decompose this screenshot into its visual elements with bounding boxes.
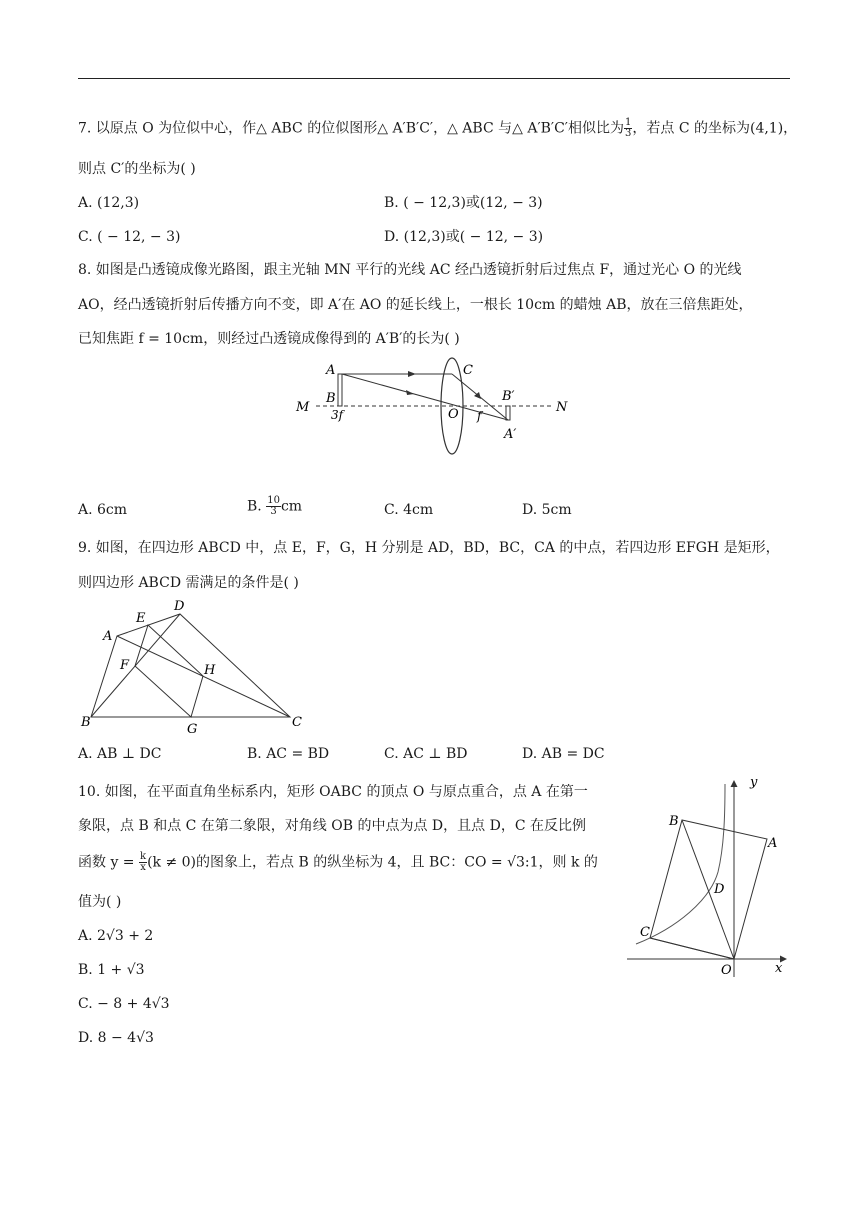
- q10-label-b: B: [669, 814, 679, 829]
- q10-fraction-denominator: x: [140, 862, 146, 873]
- q8-option-b-denominator: 3: [270, 506, 277, 517]
- q7-ratio-denominator: 3: [625, 128, 632, 139]
- q8-option-b-prefix: B.: [247, 498, 267, 515]
- q9-label-f: F: [120, 658, 130, 673]
- q10-line1: 10. 如图，在平面直角坐标系内，矩形 OABC 的顶点 O 与原点重合，点 A 在第一: [78, 784, 588, 800]
- q8-label-b: B: [326, 391, 336, 406]
- q7-line1-end: ，若点 C 的坐标为(4,1)，: [632, 120, 798, 137]
- q8-lens-figure: [286, 352, 586, 460]
- q8-label-o: O: [448, 407, 459, 422]
- q9-option-d[interactable]: D. AB = DC: [522, 746, 605, 762]
- q8-option-b-unit: cm: [280, 498, 303, 515]
- q9-option-b[interactable]: B. AC = BD: [247, 746, 330, 762]
- q10-line4: 值为( ): [78, 894, 122, 910]
- q7-line2: 则点 C′的坐标为( ): [78, 161, 196, 177]
- q10-label-a: A: [768, 836, 778, 851]
- q10-segment-co: [650, 938, 734, 959]
- q7-ratio-numerator: 1: [625, 117, 632, 128]
- q7-option-d[interactable]: D. (12,3)或( − 12, − 3): [384, 229, 544, 245]
- q8-candle-ab: [338, 374, 342, 406]
- q8-label-n: N: [556, 400, 568, 415]
- q8-option-b-numerator: 10: [267, 495, 280, 506]
- q9-label-a: A: [103, 629, 113, 644]
- q10-option-b[interactable]: B. 1 + √3: [78, 962, 145, 978]
- q7-option-c[interactable]: C. ( − 12, − 3): [78, 229, 181, 245]
- q10-hyperbola: [636, 784, 725, 944]
- q8-option-b-fraction: [266, 496, 281, 517]
- q8-label-f: f: [477, 409, 482, 423]
- q10-line3-start: 函数 y =: [78, 854, 139, 871]
- q8-option-a[interactable]: A. 6cm: [78, 502, 128, 518]
- q8-arrow-ac: [408, 371, 416, 377]
- q9-label-e: E: [136, 611, 146, 626]
- q9-line1: 9. 如图，在四边形 ABCD 中，点 E，F，G，H 分别是 AD，BD，BC，CA 的中点，若四边形 EFGH 是矩形，: [78, 540, 780, 556]
- q7-option-a[interactable]: A. (12,3): [78, 195, 140, 211]
- q10-y-axis-arrow: [731, 780, 738, 787]
- q8-line2: AO，经凸透镜折射后传播方向不变，即 A′在 AO 的延长线上，一根长 10cm 的蜡烛 AB，放在三倍焦距处，: [78, 297, 753, 313]
- q10-line3: [78, 852, 598, 873]
- q8-line3: 已知焦距 f = 10cm，则经过凸透镜成像得到的 A′B′的长为( ): [78, 331, 460, 347]
- header-rule: [78, 78, 790, 79]
- q9-label-b: B: [81, 715, 91, 730]
- q8-label-c: C: [463, 363, 473, 378]
- q10-option-a[interactable]: A. 2√3 + 2: [78, 928, 154, 944]
- q10-label-o: O: [721, 963, 732, 978]
- q9-quadrilateral-figure: [78, 596, 318, 738]
- q10-option-c[interactable]: C. − 8 + 4√3: [78, 996, 170, 1012]
- q10-label-c: C: [640, 925, 650, 940]
- q8-label-3f: 3f: [331, 408, 344, 422]
- q8-label-b-prime: B′: [502, 389, 515, 404]
- q7-line1-start: 7. 以原点 O 为位似中心，作△ ABC 的位似图形△ A′B′C′，△ ABC 与△ A′B′C′相似比为: [78, 120, 624, 137]
- q7-option-b[interactable]: B. ( − 12,3)或(12, − 3): [384, 195, 543, 211]
- q9-label-h: H: [204, 663, 216, 678]
- q8-label-a: A: [326, 363, 336, 378]
- q9-option-c[interactable]: C. AC ⊥ BD: [384, 746, 468, 762]
- q8-ray-ao: [342, 374, 508, 420]
- q10-fraction-numerator: k: [140, 851, 147, 862]
- q9-line2: 则四边形 ABCD 需满足的条件是( ): [78, 575, 299, 591]
- q8-option-c[interactable]: C. 4cm: [384, 502, 434, 518]
- q8-label-a-prime: A′: [504, 427, 517, 442]
- q10-option-d[interactable]: D. 8 − 4√3: [78, 1030, 154, 1046]
- q10-label-x: x: [775, 961, 783, 976]
- q8-label-m: M: [296, 400, 310, 415]
- q10-function-fraction: [139, 852, 147, 873]
- q9-option-a[interactable]: A. AB ⊥ DC: [78, 746, 162, 762]
- q8-option-d[interactable]: D. 5cm: [522, 502, 572, 518]
- q10-coordinate-figure: [622, 772, 798, 982]
- q10-label-y: y: [750, 775, 758, 790]
- q8-arrow-ao: [406, 390, 414, 395]
- q8-option-b[interactable]: [247, 496, 302, 517]
- q8-image-apbp: [506, 406, 510, 420]
- q9-label-g: G: [187, 722, 198, 737]
- q10-line2: 象限，点 B 和点 C 在第二象限，对角线 OB 的中点为点 D，且点 D，C 在反比例: [78, 818, 586, 834]
- q10-line3-end: (k ≠ 0)的图象上，若点 B 的纵坐标为 4，且 BC：CO = √3:1，则 k 的: [147, 854, 598, 871]
- q8-line1: 8. 如图是凸透镜成像光路图，跟主光轴 MN 平行的光线 AC 经凸透镜折射后过焦点 F，通过光心 O 的光线: [78, 262, 742, 278]
- q10-diagonal-ob: [682, 820, 734, 959]
- q10-label-d: D: [714, 882, 725, 897]
- q9-label-d: D: [174, 599, 185, 614]
- q9-label-c: C: [292, 715, 302, 730]
- q7-line1: [78, 118, 797, 139]
